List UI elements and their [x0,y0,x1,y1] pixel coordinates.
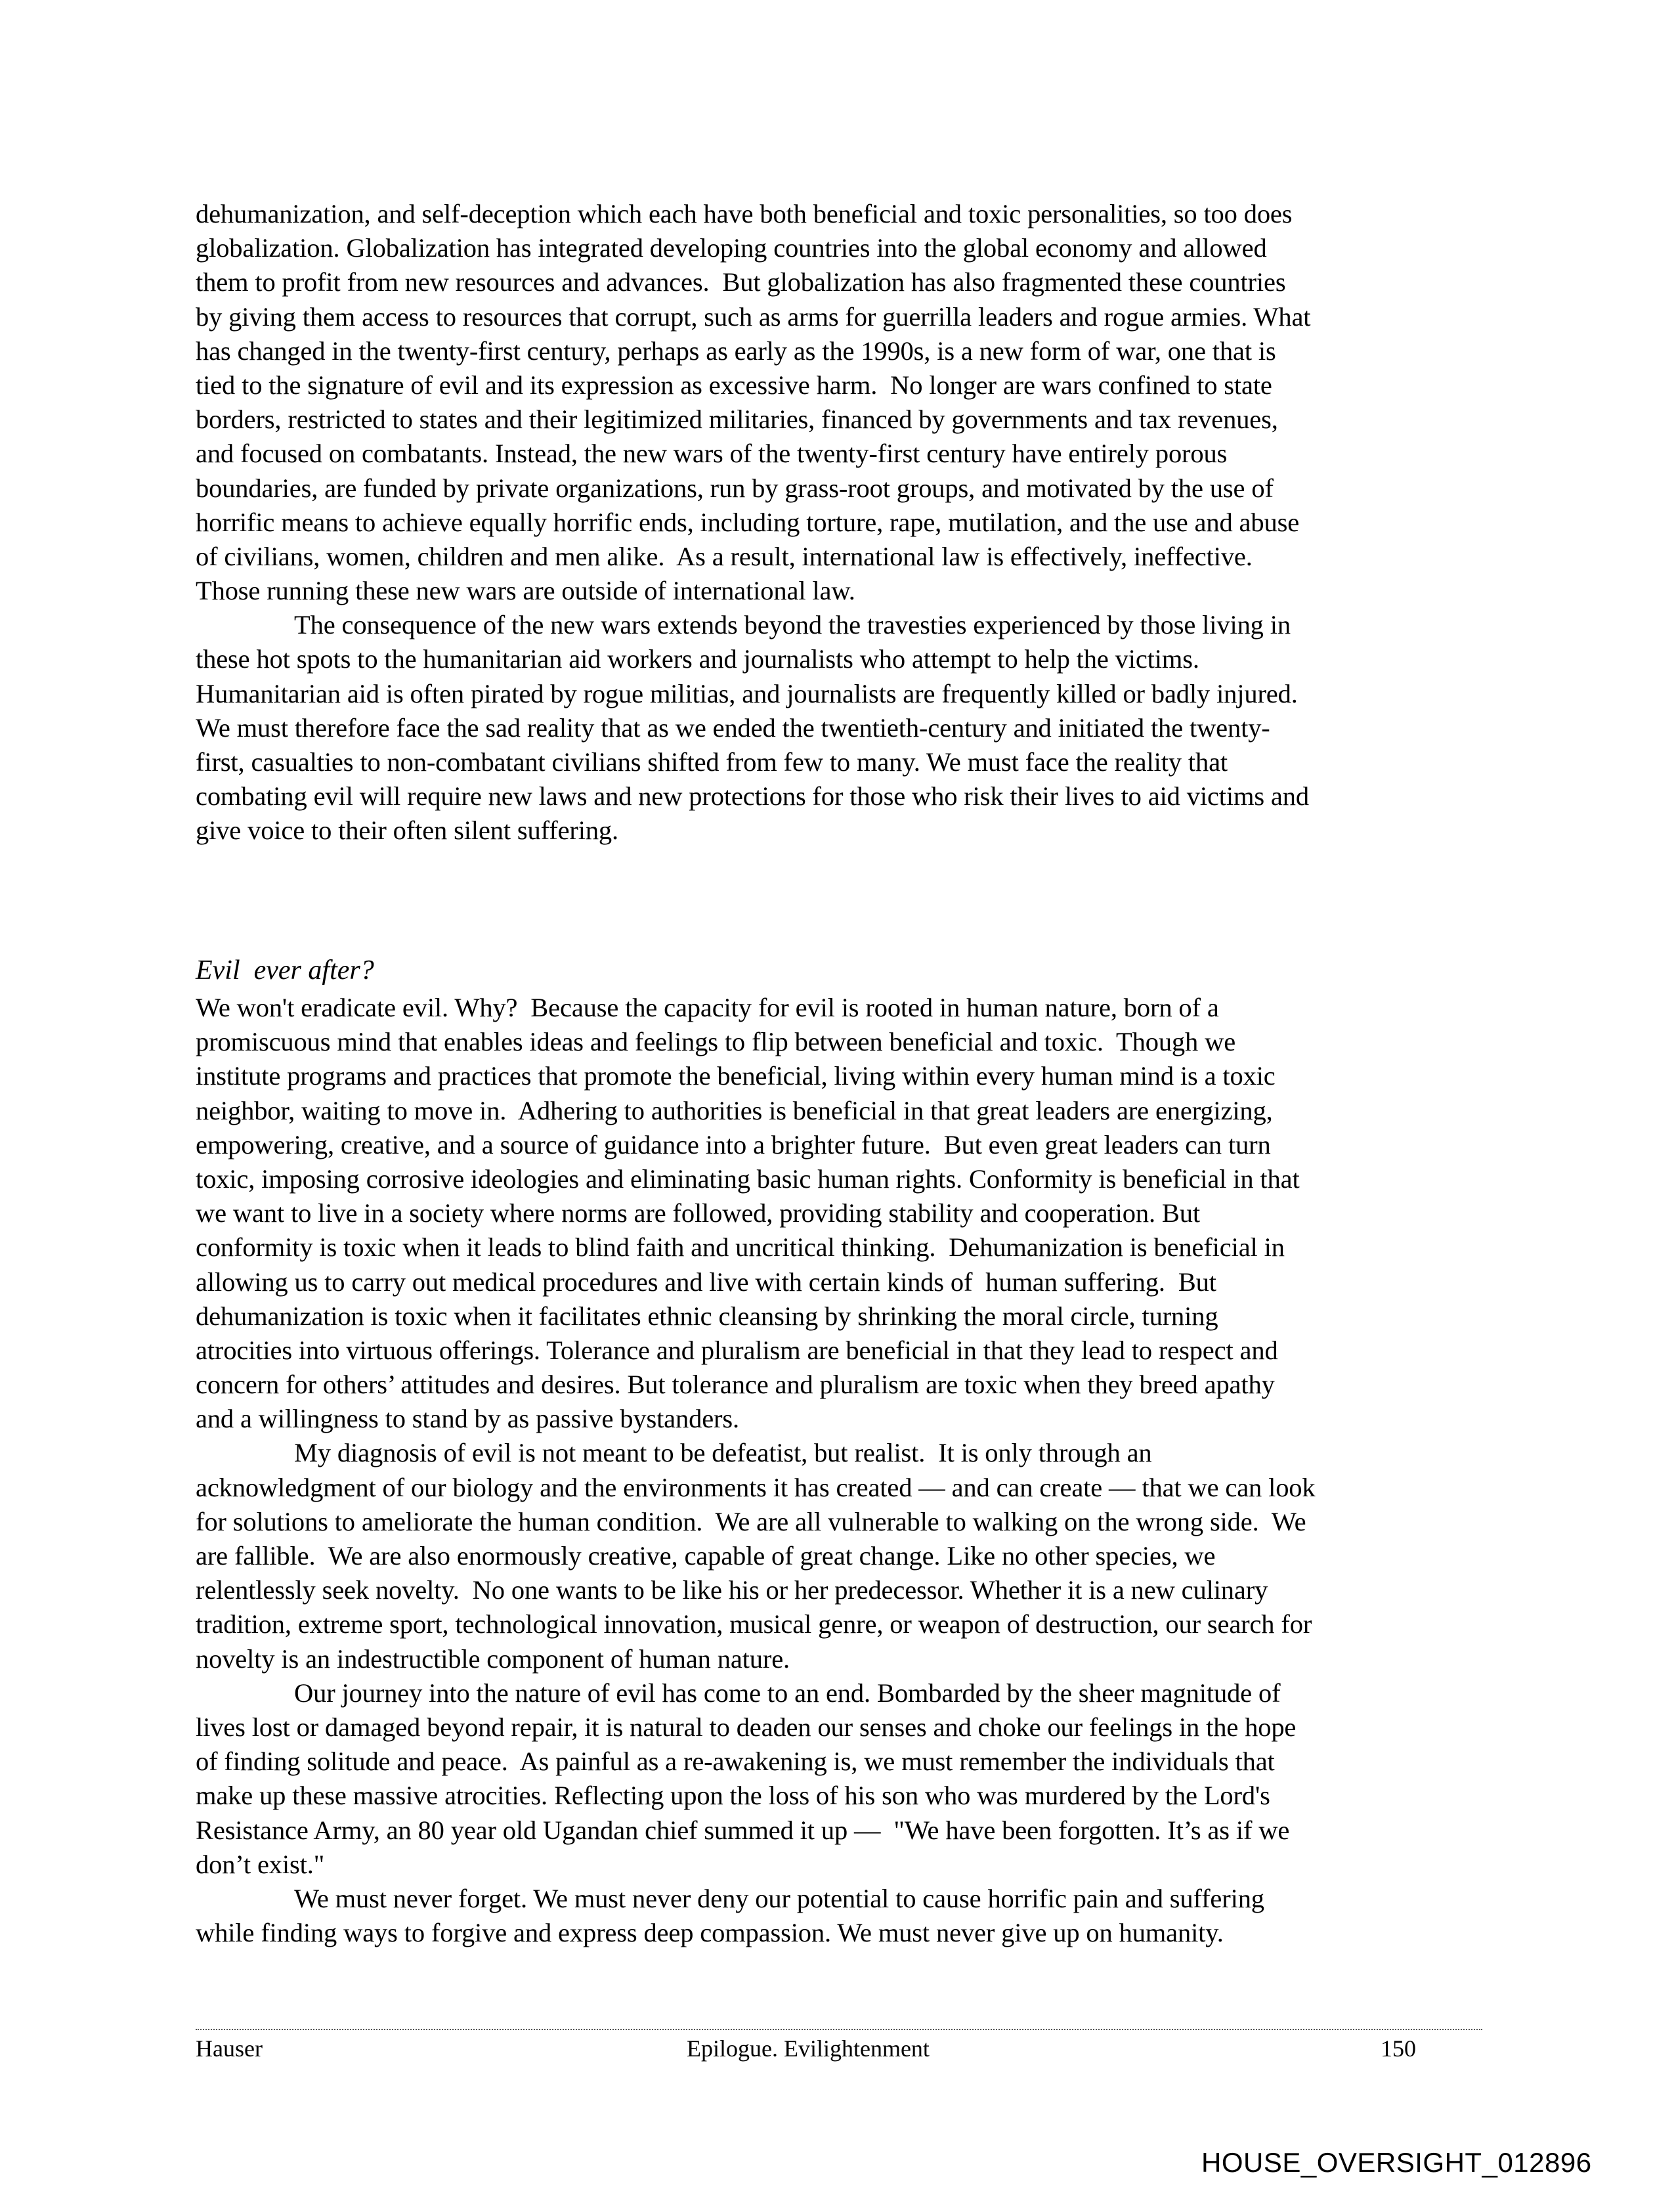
text-line: has changed in the twenty-first century, perhaps as early as the 1990s, is a new form of war, one that is [196,336,1276,366]
text-line: first, casualties to non-combatant civilians shifted from few to many. We must face the reality that [196,747,1228,777]
text-line: give voice to their often silent suffering. [196,815,619,846]
footer-author: Hauser [196,2035,263,2062]
text-line: toxic, imposing corrosive ideologies and eliminating basic human rights. Conformity is beneficial in that [196,1163,1300,1194]
text-line: atrocities into virtuous offerings. Tolerance and pluralism are beneficial in that they lead to respect and [196,1335,1278,1365]
text-line: Those running these new wars are outside of international law. [196,576,855,606]
text-line: We must therefore face the sad reality that as we ended the twentieth-century and initiated the twenty- [196,712,1270,743]
text-line: lives lost or damaged beyond repair, it is natural to deaden our senses and choke our feelings in the hope [196,1712,1297,1742]
text-line: horrific means to achieve equally horrific ends, including torture, rape, mutilation, and the use and abuse [196,507,1300,537]
text-line: novelty is an indestructible component of human nature. [196,1643,790,1674]
text-line: make up these massive atrocities. Reflecting upon the loss of his son who was murdered by the Lord's [196,1781,1270,1811]
paragraph [196,991,1484,1436]
page-number: 150 [1381,2035,1416,2062]
text-line: institute programs and practices that promote the beneficial, living within every human mind is a toxic [196,1061,1276,1091]
text-line: relentlessly seek novelty. No one wants to be like his or her predecessor. Whether it is a new culinary [196,1575,1268,1605]
text-line: empowering, creative, and a source of guidance into a brighter future. But even great leaders can turn [196,1129,1271,1160]
text-line: tradition, extreme sport, technological innovation, musical genre, or weapon of destruction, our search for [196,1609,1312,1639]
paragraph [196,1676,1484,1882]
text-line: Humanitarian aid is often pirated by rogue militias, and journalists are frequently killed or badly injured. [196,678,1298,708]
text-line: concern for others’ attitudes and desires. But tolerance and pluralism are toxic when they breed apathy [196,1370,1275,1400]
text-line: neighbor, waiting to move in. Adhering to authorities is beneficial in that great leaders are energizing, [196,1095,1273,1125]
paragraph [196,1436,1484,1676]
text-line: tied to the signature of evil and its expression as excessive harm. No longer are wars confined to state [196,370,1272,400]
text-line: by giving them access to resources that corrupt, such as arms for guerrilla leaders and rogue armies. What [196,301,1311,332]
paragraph [196,608,1484,848]
footer-divider [196,2029,1482,2030]
text-line: My diagnosis of evil is not meant to be defeatist, but realist. It is only through an [294,1438,1152,1468]
text-line: allowing us to carry out medical procedures and live with certain kinds of human suffering. But [196,1267,1216,1297]
text-line: boundaries, are funded by private organizations, run by grass-root groups, and motivated by the use of [196,473,1274,503]
text-line: Resistance Army, an 80 year old Ugandan chief summed it up — "We have been forgotten. It’s as if we [196,1815,1290,1845]
text-line: dehumanization is toxic when it facilitates ethnic cleansing by shrinking the moral circle, turning [196,1301,1218,1331]
paragraph [196,197,1484,608]
text-line: them to profit from new resources and advances. But globalization has also fragmented these countries [196,267,1286,297]
text-line: and a willingness to stand by as passive bystanders. [196,1404,739,1434]
text-line: conformity is toxic when it leads to blind faith and uncritical thinking. Dehumanization is beneficial in [196,1232,1285,1263]
text-line: We must never forget. We must never deny our potential to cause horrific pain and suffering [294,1883,1264,1913]
text-line: dehumanization, and self-deception which each have both beneficial and toxic personalities, so too does [196,199,1293,228]
text-line: acknowledgment of our biology and the environments it has created — and can create — that we can look [196,1472,1316,1502]
text-line: don’t exist." [196,1849,325,1879]
paragraph [196,1882,1484,1950]
text-line: combating evil will require new laws and new protections for those who risk their lives to aid victims and [196,781,1309,812]
text-line: while finding ways to forgive and express deep compassion. We must never give up on humanity. [196,1918,1224,1948]
text-line: We won't eradicate evil. Why? Because the capacity for evil is rooted in human nature, born of a [196,993,1219,1022]
text-line: are fallible. We are also enormously creative, capable of great change. Like no other species, we [196,1541,1216,1571]
text-line: we want to live in a society where norms are followed, providing stability and cooperation. But [196,1198,1200,1228]
text-line: and focused on combatants. Instead, the new wars of the twenty-first century have entirely porous [196,439,1228,469]
text-line: these hot spots to the humanitarian aid workers and journalists who attempt to help the victims. [196,644,1199,674]
section-2-body [196,991,1484,1950]
text-line: of civilians, women, children and men alike. As a result, international law is effectively, ineffective. [196,541,1253,571]
text-line: for solutions to ameliorate the human condition. We are all vulnerable to walking on the wrong side. We [196,1506,1306,1536]
text-line: globalization. Globalization has integrated developing countries into the global economy and allowed [196,233,1267,263]
text-line: Our journey into the nature of evil has come to an end. Bombarded by the sheer magnitude of [294,1678,1281,1708]
text-line: The consequence of the new wars extends beyond the travesties experienced by those living in [294,610,1291,640]
bates-stamp: HOUSE_OVERSIGHT_012896 [1201,2147,1592,2178]
section-1-body [196,197,1484,848]
section-heading: Evil ever after? [196,955,374,986]
footer-chapter-title: Epilogue. Evilightenment [687,2035,930,2062]
text-line: borders, restricted to states and their legitimized militaries, financed by governments and tax revenues, [196,404,1278,435]
text-line: promiscuous mind that enables ideas and feelings to flip between beneficial and toxic. Though we [196,1027,1236,1057]
text-line: of finding solitude and peace. As painful as a re-awakening is, we must remember the individuals that [196,1746,1275,1777]
